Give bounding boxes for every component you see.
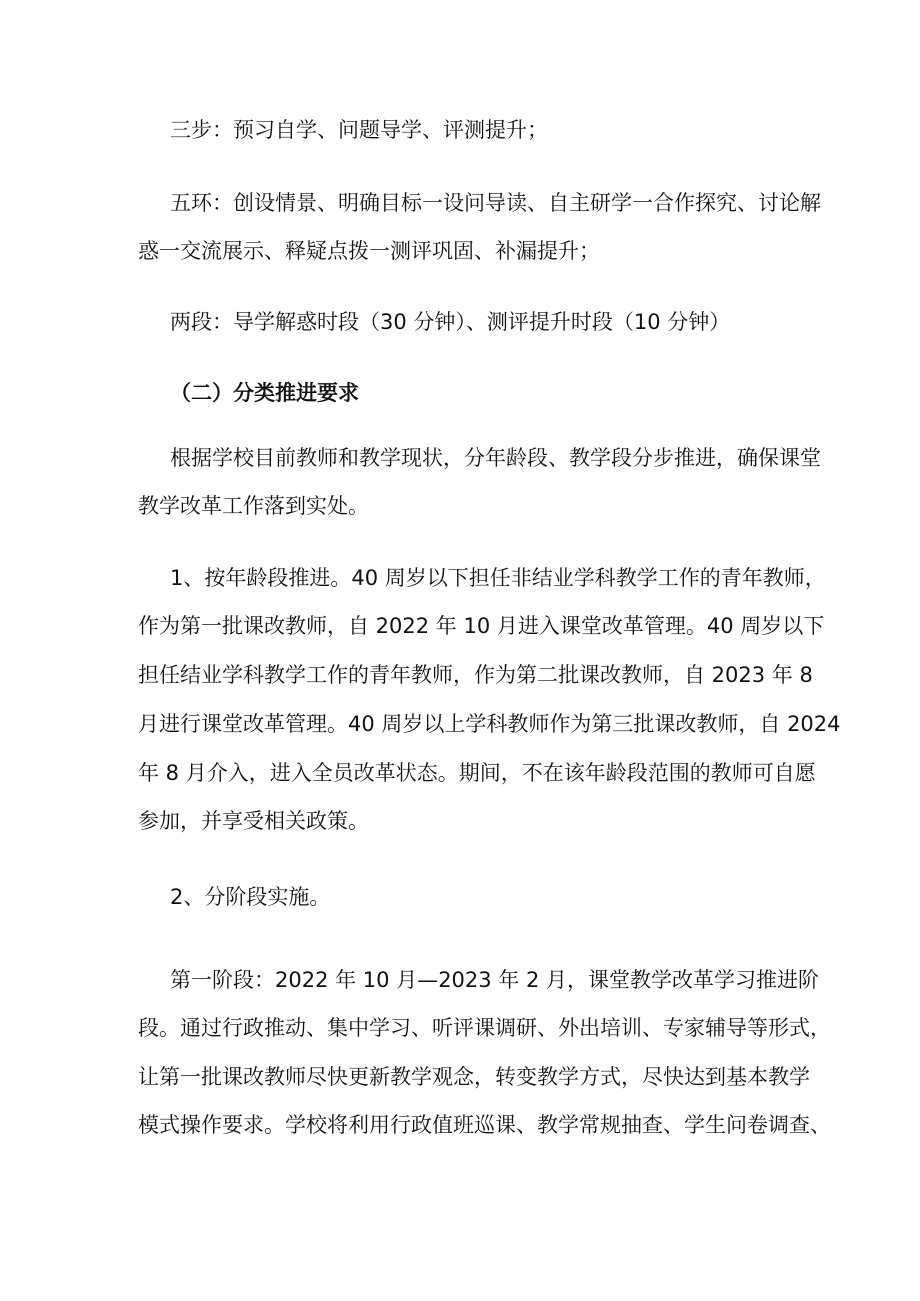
phase1-line-3: 让第一批课改教师尽快更新教学观念，转变教学方式，尽快达到基本教学 bbox=[138, 1065, 810, 1089]
item1-line-4: 月进行课堂改革管理。40 周岁以上学科教师作为第三批课改教师，自 2024 bbox=[138, 712, 841, 736]
item1-line-1: 1、按年龄段推进。40 周岁以下担任非结业学科教学工作的青年教师， bbox=[170, 566, 826, 590]
phase1-line-2: 段。通过行政推动、集中学习、听评课调研、外出培训、专家辅导等形式， bbox=[138, 1016, 831, 1040]
phase1-line-1: 第一阶段：2022 年 10 月—2023 年 2 月，课堂教学改革学习推进阶 bbox=[170, 968, 820, 992]
rings-line-1: 五环：创设情景、明确目标一设问导读、自主研学一合作探究、讨论解 bbox=[170, 191, 821, 215]
steps-line: 三步：预习自学、问题导学、评测提升； bbox=[170, 118, 548, 142]
segments-line: 两段：导学解惑时段（30 分钟）、测评提升时段（10 分钟） bbox=[170, 310, 731, 334]
item1-line-3: 担任结业学科教学工作的青年教师，作为第二批课改教师，自 2023 年 8 bbox=[138, 663, 813, 687]
item1-line-2: 作为第一批课改教师，自 2022 年 10 月进入课堂改革管理。40 周岁以下 bbox=[138, 614, 825, 638]
phase1-line-4: 模式操作要求。学校将利用行政值班巡课、教学常规抽查、学生问卷调查、 bbox=[138, 1113, 831, 1137]
item2-line: 2、分阶段实施。 bbox=[170, 885, 331, 909]
intro-line-2: 教学改革工作落到实处。 bbox=[138, 494, 369, 518]
section-heading: （二）分类推进要求 bbox=[170, 381, 359, 405]
intro-line-1: 根据学校目前教师和教学现状，分年龄段、教学段分步推进，确保课堂 bbox=[170, 446, 821, 470]
item1-line-5: 年 8 月介入，进入全员改革状态。期间，不在该年龄段范围的教师可自愿 bbox=[138, 761, 816, 785]
item1-line-6: 参加，并享受相关政策。 bbox=[138, 809, 369, 833]
rings-line-2: 惑一交流展示、释疑点拨一测评巩固、补漏提升； bbox=[138, 239, 600, 263]
